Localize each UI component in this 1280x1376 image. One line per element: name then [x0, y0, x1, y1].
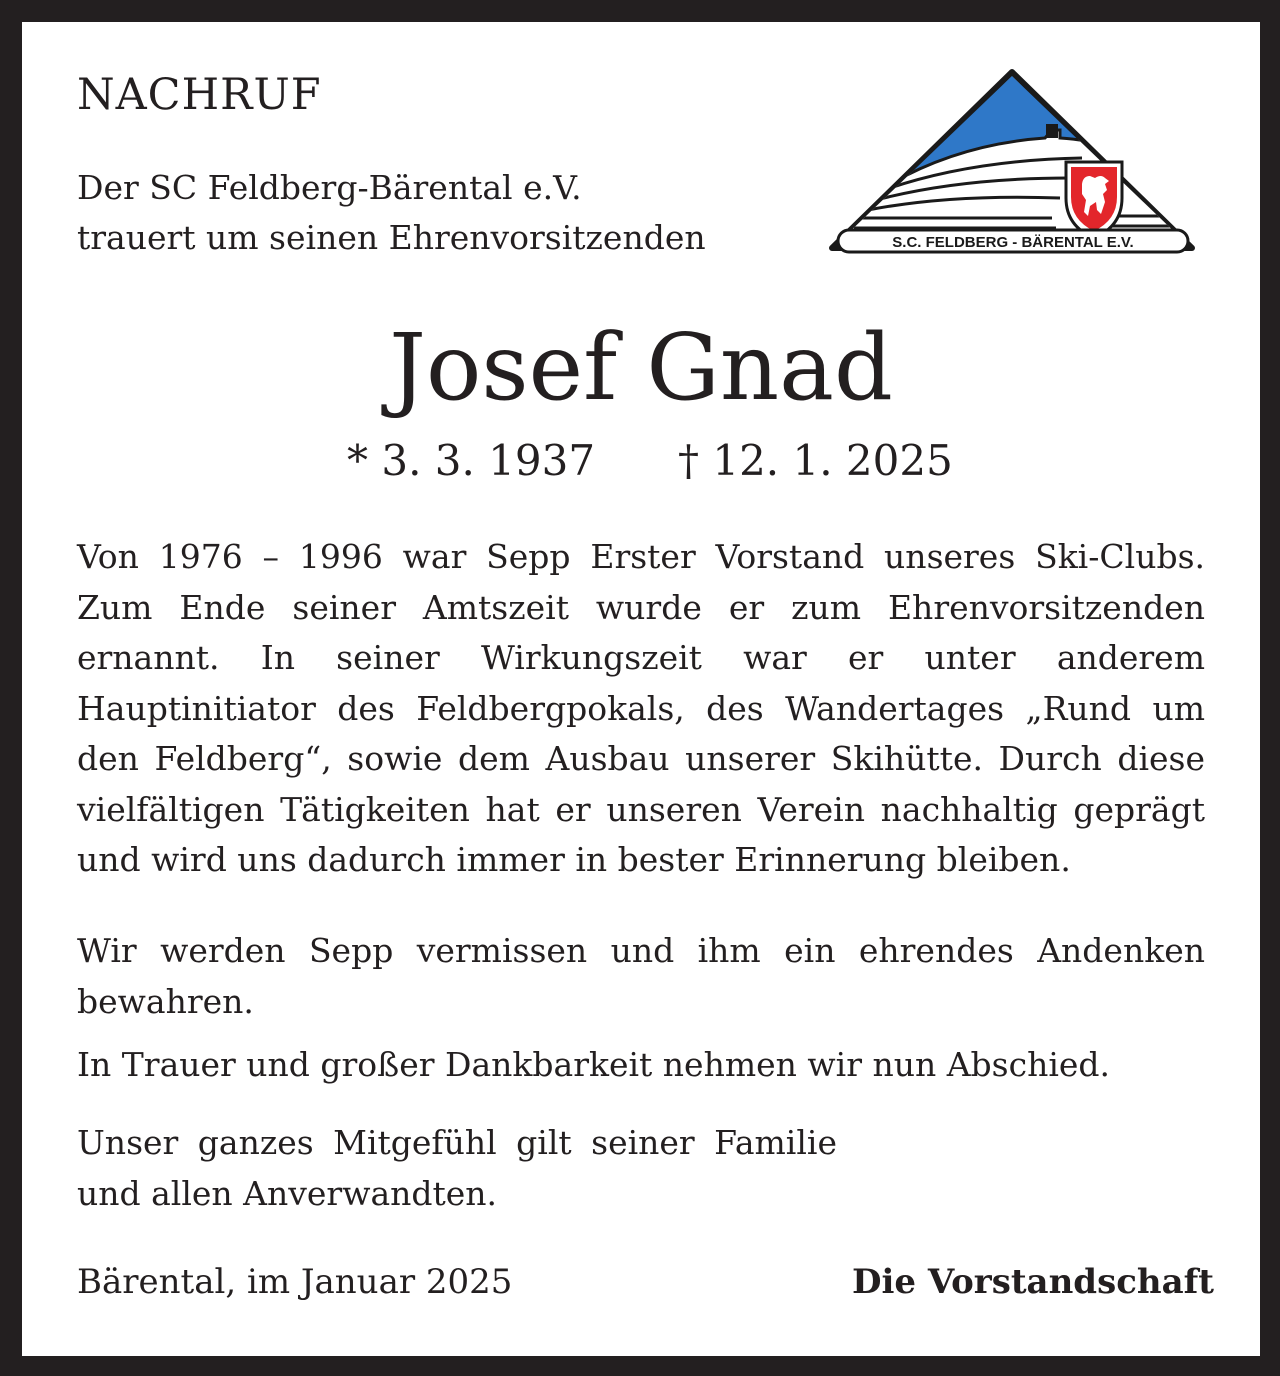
- logo-text: S.C. FELDBERG - BÄRENTAL E.V.: [892, 234, 1134, 251]
- death-date: † 12. 1. 2025: [678, 436, 953, 485]
- logo-mountain-icon: [840, 130, 1184, 241]
- paragraph-condolence: Unser ganzes Mitgefühl gilt seiner Familie und allen Anverwandten.: [77, 1123, 837, 1213]
- intro-line-1: Der SC Feldberg-Bärental e.V.: [77, 168, 582, 207]
- signature: Die Vorstandschaft: [851, 1262, 1214, 1302]
- intro-line-2: trauert um seinen Ehrenvorsitzenden: [77, 218, 706, 257]
- paragraph-farewell: In Trauer und großer Dankbarkeit nehmen wir nun Abschied.: [77, 1045, 1111, 1084]
- birth-date: * 3. 3. 1937: [347, 436, 596, 485]
- paragraph-remembrance: Wir werden Sepp vermissen und ihm ein ehrendes Andenken bewahren.: [77, 931, 1205, 1021]
- notice-heading: NACHRUF: [77, 70, 322, 120]
- paragraph-tribute: Von 1976 – 1996 war Sepp Erster Vorstand unseres Ski-Clubs. Zum Ende seiner Amtszeit wurde er zum Ehrenvorsitzenden ernannt. In seiner Wirkungszeit war er unter anderem Hauptinitiator des Feldbergpokals, des Wandertages „Rund um den Feldberg“, sowie dem Ausbau unserer Skihütte. Durch diese vielfältigen Tätigkeiten hat er unseren Verein nachhaltig geprägt und wird uns dadurch immer in bester Erinnerung bleiben.: [77, 537, 1205, 879]
- club-logo: [820, 66, 1204, 260]
- deceased-name: Josef Gnad: [389, 314, 893, 421]
- obituary-card: [22, 22, 1260, 1356]
- place-date: Bärental, im Januar 2025: [77, 1262, 513, 1302]
